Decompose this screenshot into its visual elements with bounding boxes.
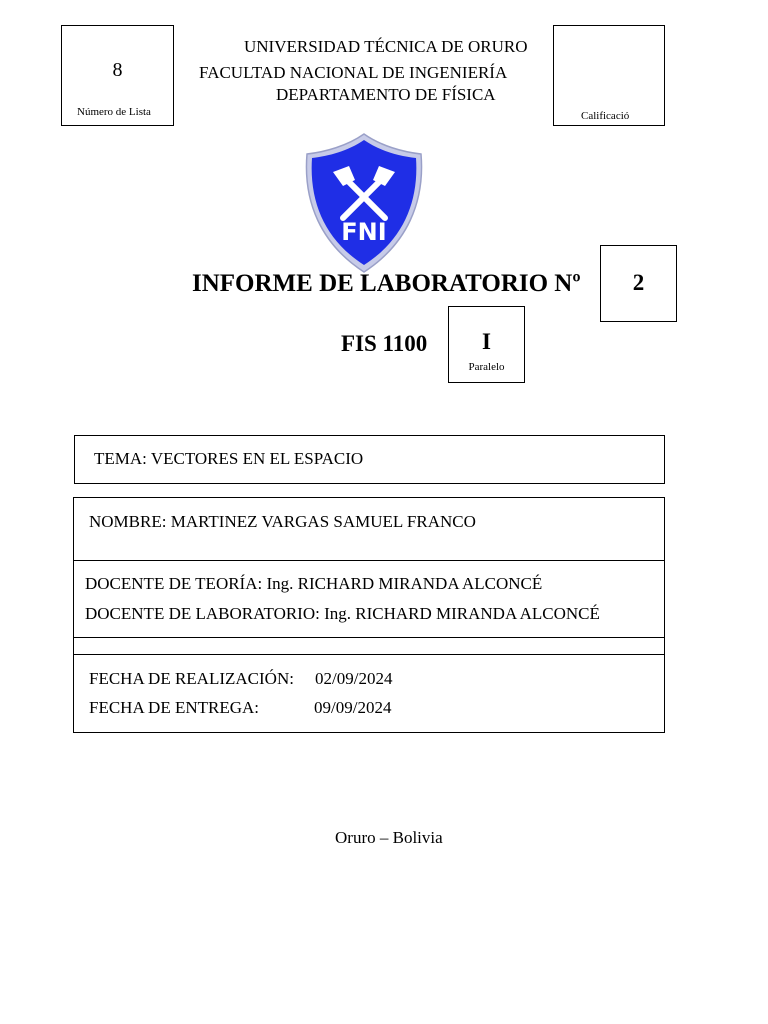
grade-box (553, 25, 665, 126)
course-code: FIS 1100 (341, 331, 428, 356)
divider (74, 637, 664, 638)
student-name: NOMBRE: MARTINEZ VARGAS SAMUEL FRANCO (89, 512, 476, 531)
topic-text: TEMA: VECTORES EN EL ESPACIO (94, 449, 364, 468)
list-number-label: Número de Lista (77, 106, 151, 118)
realization-date-label: FECHA DE REALIZACIÓN: (89, 669, 294, 688)
fni-shield-logo (303, 132, 425, 274)
lab-teacher: DOCENTE DE LABORATORIO: Ing. RICHARD MIRANDA ALCONCÉ (85, 604, 600, 623)
realization-date-value: 02/09/2024 (315, 669, 393, 688)
parallel-label: Paralelo (468, 361, 505, 373)
info-table (73, 497, 665, 733)
department-name: DEPARTAMENTO DE FÍSICA (276, 85, 496, 104)
delivery-date-value: 09/09/2024 (314, 698, 392, 717)
list-number-value: 8 (112, 59, 123, 81)
parallel-value: I (482, 329, 491, 354)
report-title: INFORME DE LABORATORIO Nº (192, 270, 581, 297)
location-footer: Oruro – Bolivia (335, 828, 443, 847)
logo-text: FNI (341, 218, 387, 246)
report-number-box (600, 245, 677, 322)
theory-teacher: DOCENTE DE TEORÍA: Ing. RICHARD MIRANDA ALCONCÉ (85, 574, 543, 593)
delivery-date-label: FECHA DE ENTREGA: (89, 698, 259, 717)
topic-box (74, 435, 665, 484)
faculty-name: FACULTAD NACIONAL DE INGENIERÍA (199, 63, 508, 82)
divider (74, 560, 664, 561)
university-name: UNIVERSIDAD TÉCNICA DE ORURO (244, 37, 528, 56)
parallel-box (448, 306, 525, 383)
grade-label: Calificació (581, 110, 630, 122)
report-number: 2 (632, 270, 645, 295)
divider (74, 654, 664, 655)
list-number-box (61, 25, 174, 126)
